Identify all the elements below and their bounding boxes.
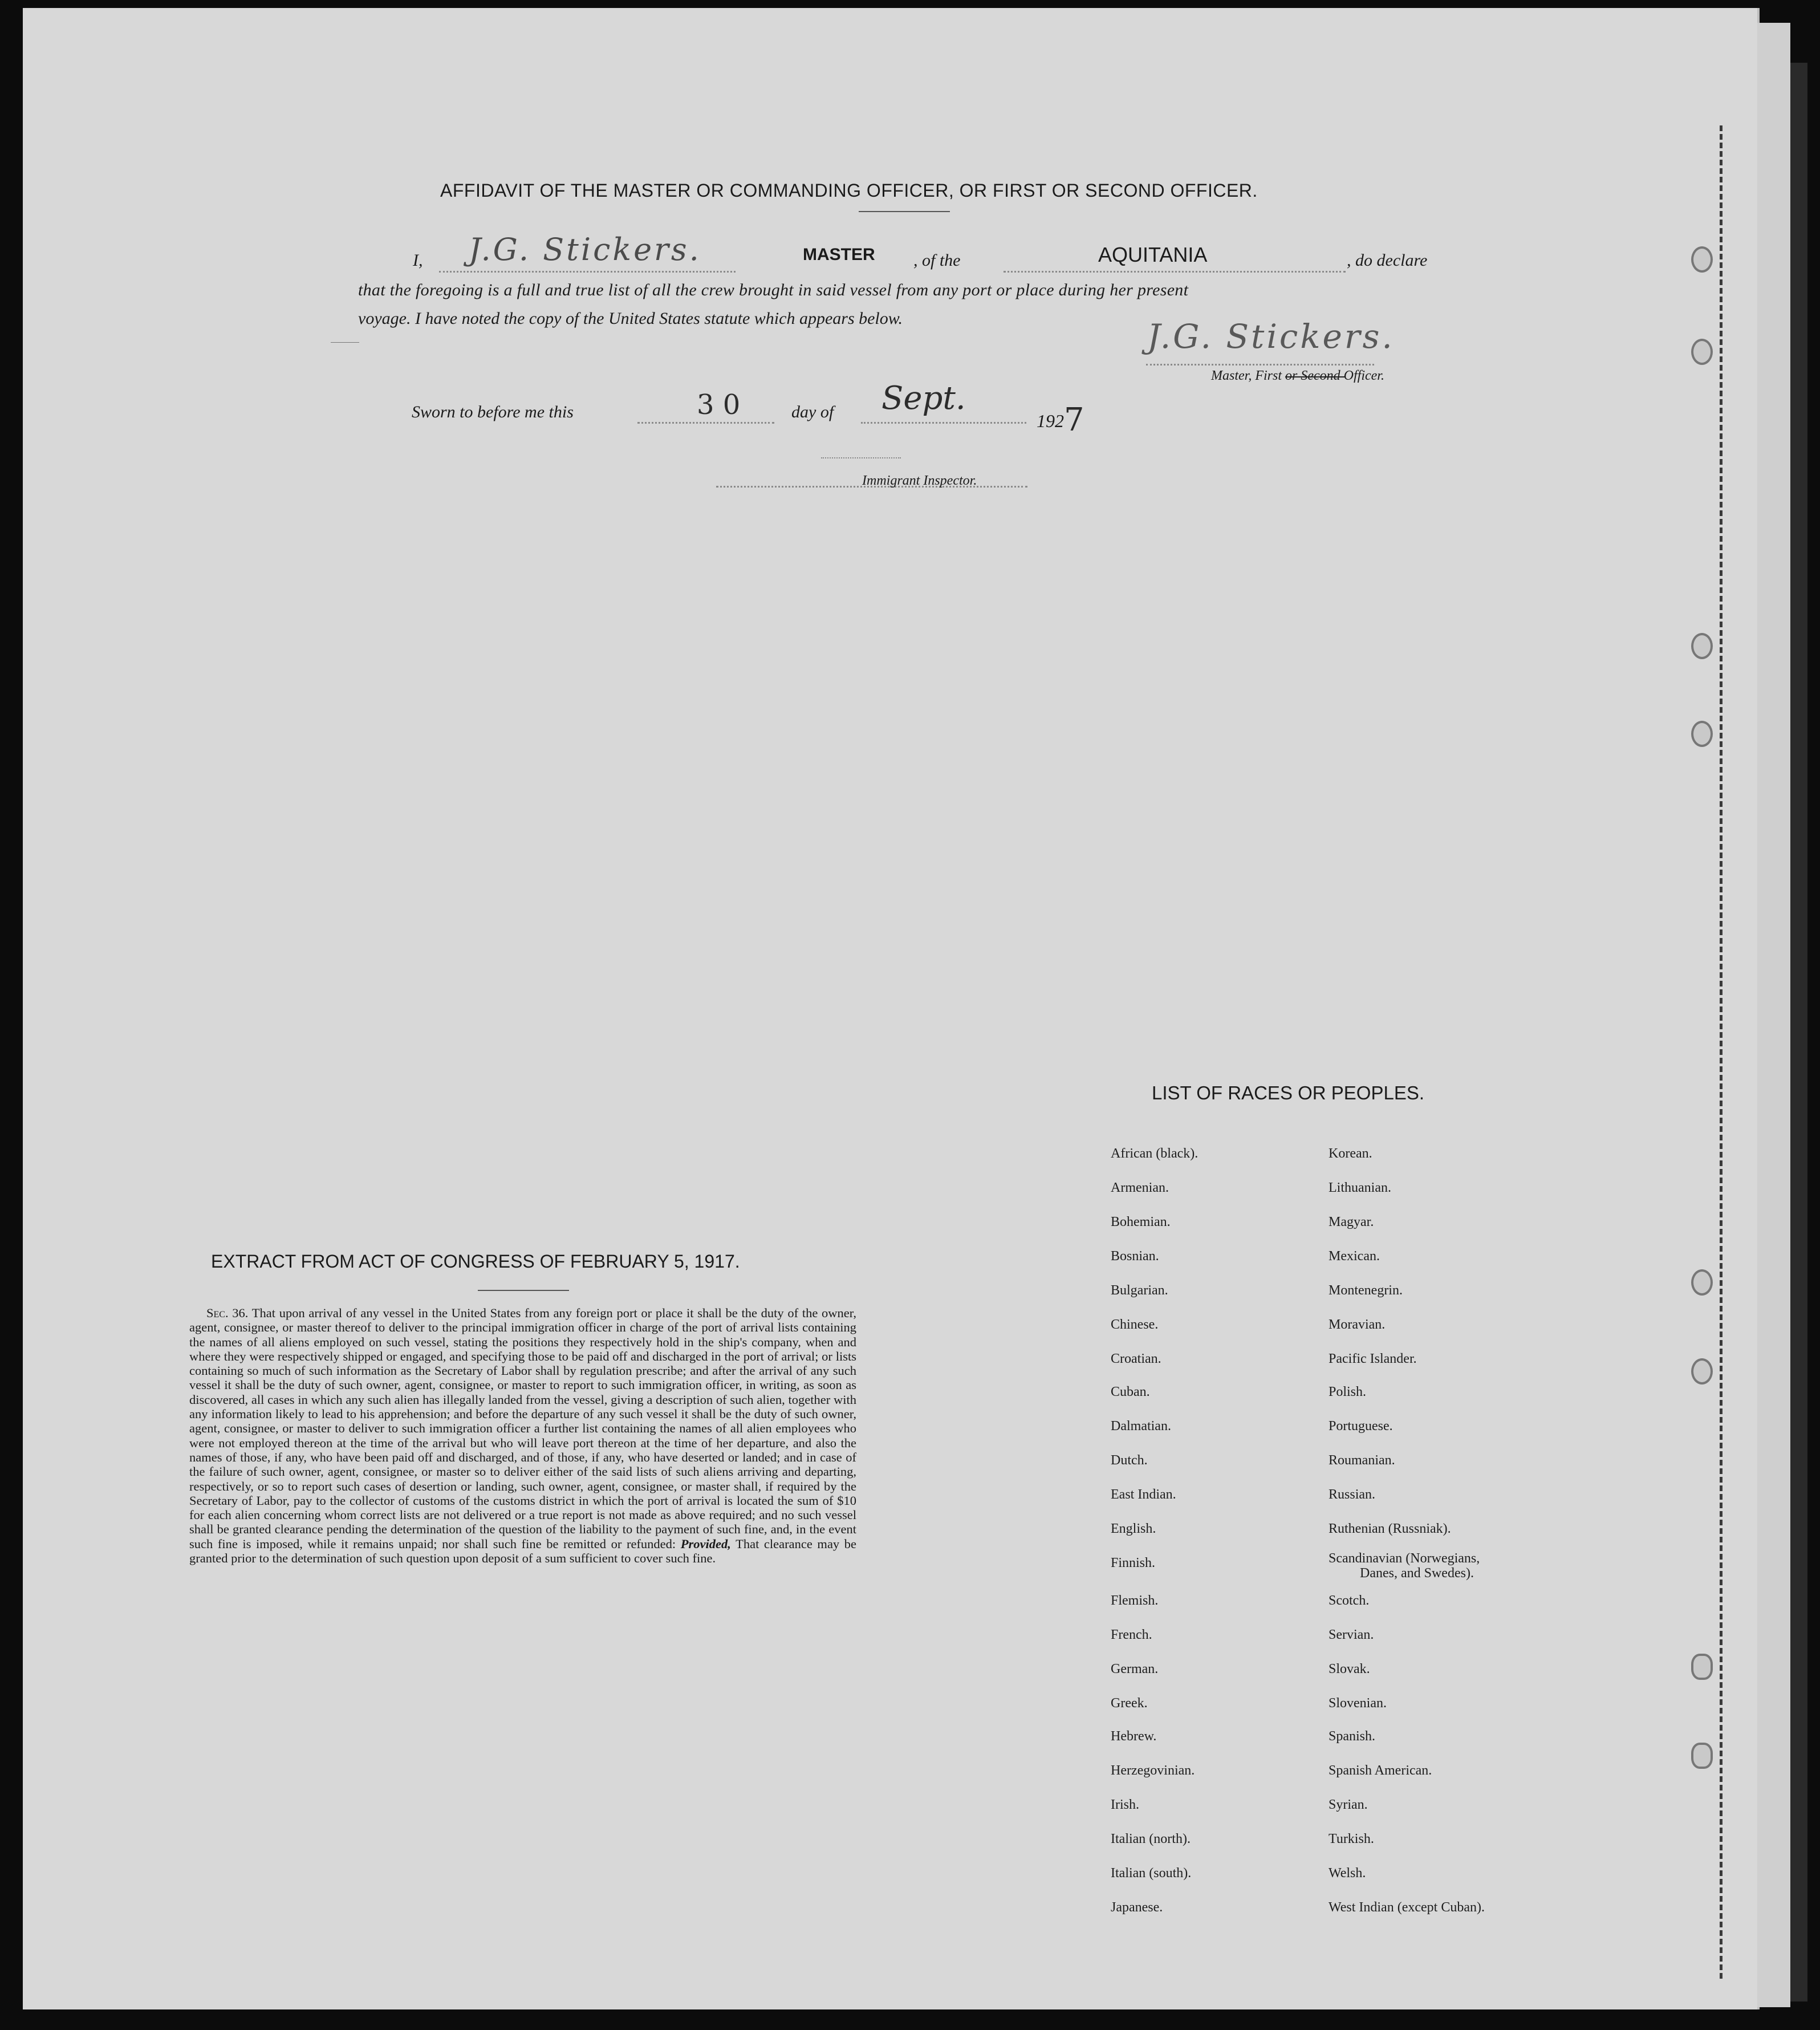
race-item: Russian. [1329,1487,1376,1502]
officer-blank [1146,364,1374,366]
race-item: Italian (north). [1111,1832,1191,1846]
race-item: Lithuanian. [1329,1180,1391,1195]
page-edge [1757,23,1790,2007]
signature-caption-struck: or Second Officer. [1285,368,1384,383]
punch-hole [1691,246,1713,273]
sworn-month: Sept. [881,380,966,417]
race-item: West Indian (except Cuban). [1329,1900,1485,1915]
race-item: Irish. [1111,1797,1139,1812]
race-item: Syrian. [1329,1797,1368,1812]
inspector-label: Immigrant Inspector. [862,473,977,488]
strikeout [1285,376,1344,377]
race-item: Spanish American. [1329,1763,1432,1778]
race-item: Cuban. [1111,1385,1150,1399]
race-item: Ruthenian (Russniak). [1329,1521,1451,1536]
race-item: Montenegrin. [1329,1283,1403,1298]
punch-hole [1691,1654,1713,1680]
race-item: Slovak. [1329,1662,1370,1676]
sworn-day: 3 0 [697,389,741,421]
punch-hole [1691,339,1713,365]
signature-caption [1211,368,1384,384]
day-blank [637,422,774,424]
vessel-name: AQUITANIA [1098,243,1208,266]
race-item: Armenian. [1111,1180,1169,1195]
race-item: African (black). [1111,1146,1199,1161]
day-of-label: day of [791,403,834,421]
race-item: Servian. [1329,1627,1374,1642]
section-text-end: That clearance may be granted prior to the determination of such question upon deposit of a sum sufficient to cover such fine. [189,1536,857,1566]
race-item: Japanese. [1111,1900,1163,1915]
race-item: Welsh. [1329,1866,1366,1881]
race-item: Slovenian. [1329,1696,1387,1711]
race-item: Scandinavian (Norwegians, [1329,1551,1480,1566]
master-signature [469,229,701,268]
race-item: Chinese. [1111,1317,1159,1332]
section-text: That upon arrival of any vessel in the United States from any foreign port or place it shall be the duty of the owner, agent, consignee, or master thereof to deliver to the principal immigration officer in charge of the port of arrival lists containing the names of all aliens employed on such vessel, stating the positions they respectively hold in the ship's company, when and where they were respectively shipped or engaged, and specifying those to be paid off and discharged in the port of arrival; or lists containing so much of such information as the Secretary of Labor shall by regulation prescribe; and after the arrival of any such vessel it shall be the duty of such owner, agent, consignee, or master to report to such immigration officer, in writing, as soon as discovered, all cases in which any such alien has illegally landed from the vessel, giving a description of such alien, together with any information likely to lead to his apprehension; and before the departure of any such vessel it shall be the duty of such owner, agent, consignee, or master to deliver to such immigration officer a further list containing the names of all alien employees who were not employed thereon at the time of the arrival but who will leave port thereon at the time of her departure, and also the names of those, if any, who have been paid off and discharged, and of those, if any, who have deserted or landed; and in case of the failure of such owner, agent, consignee, or master so to deliver either of the said lists of such aliens arriving and departing, respectively, or so to report such cases of desertion or landing, such owner, agent, consignee, or master shall, if required by the Secretary of Labor, pay to the collector of customs of the customs district in which the port of arrival is located the sum of $10 for each alien concerning whom correct lists are not delivered or a true report is not made as above required; and no such vessel shall be granted clearance pending the determination of the question of the liability to the payment of such fine, and, in the event such fine is imposed, while it remains unpaid; nor shall such fine be remitted or refunded: [189,1306,857,1551]
title-rule [859,211,950,212]
race-item: Portuguese. [1329,1419,1393,1434]
race-item: Roumanian. [1329,1453,1395,1468]
race-item: Flemish. [1111,1593,1159,1608]
declaration-line-3: voyage. I have noted the copy of the United States statute which appears below. [358,309,903,328]
year-suffix: 7 [1064,401,1084,439]
race-item: Moravian. [1329,1317,1386,1332]
race-item: Italian (south). [1111,1866,1192,1881]
race-item-continued: Danes, and Swedes). [1360,1566,1474,1581]
punch-hole [1691,721,1713,747]
race-item: Greek. [1111,1696,1148,1711]
race-item: East Indian. [1111,1487,1176,1502]
race-item: Scotch. [1329,1593,1370,1608]
affidavit-title: AFFIDAVIT OF THE MASTER OR COMMANDING OFFICER, OR FIRST OR SECOND OFFICER. [440,180,1258,201]
punch-hole [1691,1269,1713,1296]
race-item: Herzegovinian. [1111,1763,1195,1778]
race-item: Bohemian. [1111,1215,1171,1229]
race-item: English. [1111,1521,1156,1536]
punch-hole [1691,633,1713,659]
race-item: Finnish. [1111,1556,1156,1570]
race-item: Dutch. [1111,1453,1148,1468]
extract-rule [478,1290,569,1291]
race-item: Turkish. [1329,1832,1374,1846]
race-item: Korean. [1329,1146,1372,1161]
master-signature-right: J.G. Stickers. [1147,317,1395,356]
document-page [23,8,1760,2009]
master-signature-text: J.G. Stickers. [469,232,701,267]
provided-word: Provided, [680,1536,731,1551]
punch-hole [1691,1743,1713,1769]
month-blank [861,422,1026,424]
signature-caption-officer [1285,368,1384,383]
race-item: Magyar. [1329,1215,1374,1229]
of-the-label: , of the [913,251,961,270]
signature-caption-master: Master, First [1211,368,1282,383]
race-item: Pacific Islander. [1329,1351,1417,1366]
race-item: Spanish. [1329,1729,1376,1744]
race-item: German. [1111,1662,1159,1676]
vessel-blank [1004,271,1346,273]
race-item: French. [1111,1627,1152,1642]
race-item: Bosnian. [1111,1249,1159,1264]
signature-blank [439,271,736,273]
declare-label: , do declare [1347,251,1428,270]
punch-hole [1691,1358,1713,1385]
margin-mark [331,342,359,343]
inspector-dot-rule [821,457,901,458]
extract-title: EXTRACT FROM ACT OF CONGRESS OF FEBRUARY 5, 1917. [211,1251,740,1272]
race-item: Croatian. [1111,1351,1161,1366]
declaration-line-2: that the foregoing is a full and true list of all the crew brought in said vessel from any port or place during her present [358,281,1189,299]
perforation-line [1720,125,1722,1979]
races-title: LIST OF RACES OR PEOPLES. [1152,1082,1425,1103]
section-label: Sec. 36. [206,1306,249,1320]
sworn-label: Sworn to before me this [412,403,574,421]
declarant-label: I, [413,251,423,270]
race-item: Mexican. [1329,1249,1380,1264]
race-item: Bulgarian. [1111,1283,1168,1298]
race-item: Dalmatian. [1111,1419,1171,1434]
page-shadow [1790,63,1807,2001]
extract-body [189,1306,856,1565]
race-item: Hebrew. [1111,1729,1157,1744]
year-prefix: 192 [1037,411,1064,431]
race-item: Polish. [1329,1385,1367,1399]
sworn-year [1037,398,1084,439]
rank-value: MASTER [803,245,875,264]
